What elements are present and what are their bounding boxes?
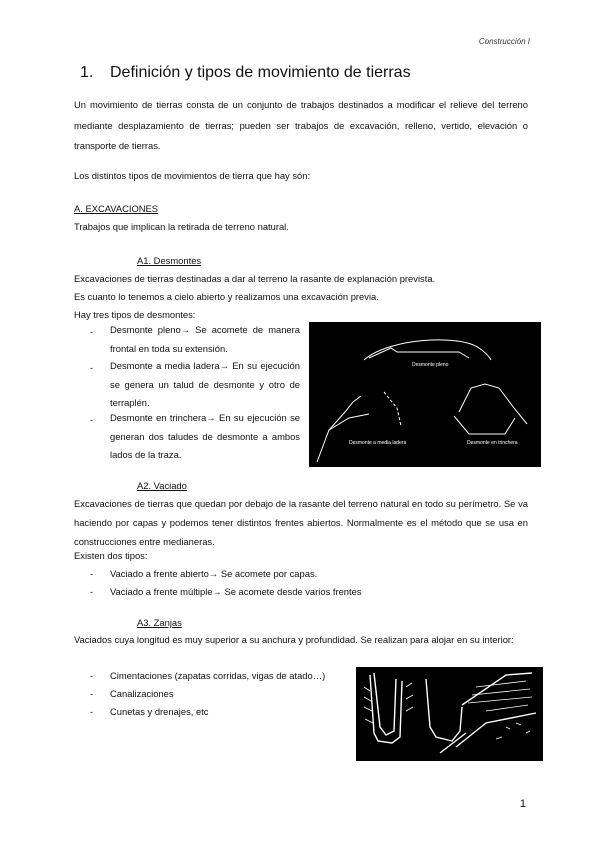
bullet-marker: -	[90, 670, 94, 681]
bullet-marker: -	[90, 414, 94, 425]
desmontes-figure	[309, 322, 541, 467]
bullet-marker: -	[90, 568, 94, 579]
vaciado-heading: A2. Vaciado	[137, 480, 187, 491]
types-intro: Los distintos tipos de movimientos de tierra que hay són:	[74, 170, 311, 181]
excavaciones-desc: Trabajos que implican la retirada de terreno natural.	[74, 221, 289, 232]
desmontes-line-3: Hay tres tipos de desmontes:	[74, 309, 196, 320]
desmontes-line-2: Es cuanto lo tenemos a cielo abierto y realizamos una excavación previa.	[74, 291, 379, 302]
bullet-marker: -	[90, 706, 94, 717]
vaciado-paragraph: Excavaciones de tierras que quedan por debajo de la rasante del terreno natural en todo su perímetro. Se va haciendo por capas y podemos tener distintos frentes abiertos. Normalmente es el método que se usa en construcciones entre medianeras.	[74, 498, 528, 547]
excavaciones-heading: A. EXCAVACIONES	[74, 203, 159, 214]
bullet-marker: -	[90, 362, 94, 373]
desmontes-line-1: Excavaciones de tierras destinadas a dar al terreno la rasante de explanación prevista.	[74, 273, 436, 284]
bullet-marker: -	[90, 586, 94, 597]
zanjas-diagram	[356, 667, 543, 761]
bullet-marker: -	[90, 688, 94, 699]
desmonte-trinchera-item: Desmonte en trinchera→ En su ejecución se generan dos taludes de desmonte a ambos lados de la traza.	[110, 412, 300, 460]
section-title	[80, 64, 411, 82]
bullet-marker: -	[90, 326, 94, 337]
fig-label-trinchera: Desmonte en trinchera	[467, 440, 518, 446]
zanjas-paragraph: Vaciados cuya longitud es muy superior a su anchura y profundidad. Se realizan para alojar en su interior:	[74, 634, 514, 645]
intro-paragraph: Un movimiento de tierras consta de un conjunto de trabajos destinados a modificar el relieve del terreno mediante desplazamiento de tierras; pueden ser trabajos de excavación, relleno, vertido, elevación o transporte de tierras.	[74, 99, 528, 151]
desmontes-heading: A1. Desmontes	[137, 255, 202, 266]
fig-label-pleno: Desmonte pleno	[412, 362, 449, 368]
zanjas-figure	[356, 667, 543, 761]
running-header: Construcción I	[478, 37, 530, 46]
desmonte-media-ladera-item: Desmonte a media ladera→ En su ejecución se genera un talud de desmonte y otro de terraplén.	[110, 360, 300, 408]
zanjas-heading: A3. Zanjas	[137, 617, 182, 628]
desmonte-pleno-item: Desmonte pleno→ Se acomete de manera frontal en toda su extensión.	[110, 324, 300, 354]
page-number: 1	[519, 798, 526, 810]
section-number: 1.	[80, 64, 94, 81]
zanjas-cunetas-item: Cunetas y drenajes, etc	[110, 706, 209, 717]
vaciado-frente-multiple-item: Vaciado a frente múltiple→ Se acomete desde varios frentes	[110, 586, 362, 597]
section-title-text: Definición y tipos de movimiento de tierras	[110, 64, 411, 81]
desmontes-diagram	[309, 322, 541, 467]
zanjas-cimentaciones-item: Cimentaciones (zapatas corridas, vigas de atado…)	[110, 670, 326, 681]
fig-label-media-ladera: Desmonte a media ladera	[349, 440, 407, 446]
zanjas-canalizaciones-item: Canalizaciones	[110, 688, 174, 699]
vaciado-types: Existen dos tipos:	[74, 550, 148, 561]
vaciado-frente-abierto-item: Vaciado a frente abierto→ Se acomete por capas.	[110, 568, 318, 579]
